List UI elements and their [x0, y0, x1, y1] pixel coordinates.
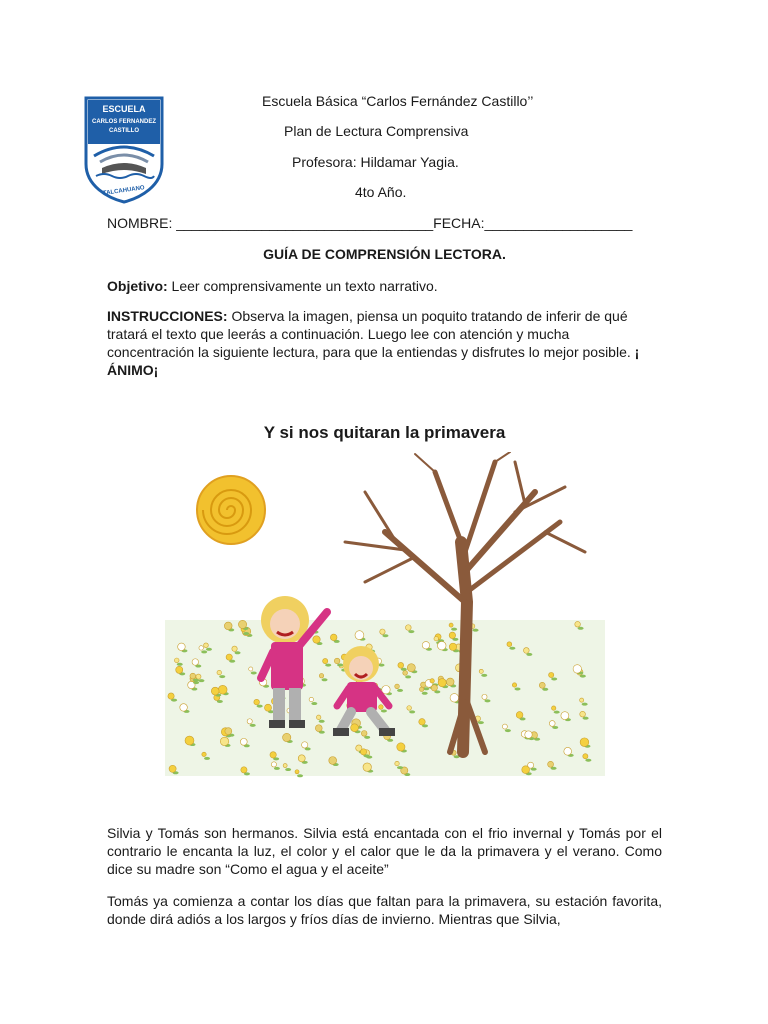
teacher-name: Profesora: Hildamar Yagia.: [292, 154, 459, 170]
instructions: [107, 307, 647, 379]
objective-text: Leer comprensivamente un texto narrativo.: [167, 278, 438, 294]
story-paragraph-2: Tomás ya comienza a contar los días que faltan para la primavera, su estación favorita, donde dirá adiós a los largos y fríos días de invierno. Mientras que Silvia,: [107, 893, 662, 927]
crest-line3: CASTILLO: [109, 128, 139, 134]
objective-label: Objetivo:: [107, 278, 168, 294]
sun-drawing: [197, 476, 265, 544]
crest-motto: TALCAHUANO: [102, 185, 146, 197]
instructions-label: INSTRUCCIONES:: [107, 308, 228, 324]
school-name: Escuela Básica “Carlos Fernández Castillo’’: [262, 93, 534, 109]
instructions-cheer: ¡ ÁNIMO¡: [107, 344, 640, 378]
story-illustration: [165, 452, 605, 782]
name-date-line: NOMBRE: _________________________________FECHA:___________________: [107, 215, 633, 231]
guide-title: GUÍA DE COMPRENSIÓN LECTORA.: [263, 246, 506, 262]
crest-line2: CARLOS FERNANDEZ: [92, 119, 156, 125]
reading-plan: Plan de Lectura Comprensiva: [284, 123, 469, 139]
instructions-text: Observa la imagen, piensa un poquito tratando de inferir de qué tratará el texto que leerás a continuación. Luego lee con atención y mucha concentración la siguiente lectura, para que la entiendas y disfrutes lo mejor posible.: [107, 308, 635, 360]
story-paragraph-1: Silvia y Tomás son hermanos. Silvia está encantada con el frio invernal y Tomás por el contrario le encanta la luz, el color y el calor que le da la primavera y el verano. Como dice su madre son “Como el agua y el aceite”: [107, 825, 662, 877]
grade-level: 4to Año.: [355, 184, 407, 200]
story-title: Y si nos quitaran la primavera: [263, 423, 506, 442]
objective: [107, 277, 662, 295]
school-crest-logo: [84, 96, 164, 204]
crest-line1: ESCUELA: [102, 104, 146, 114]
